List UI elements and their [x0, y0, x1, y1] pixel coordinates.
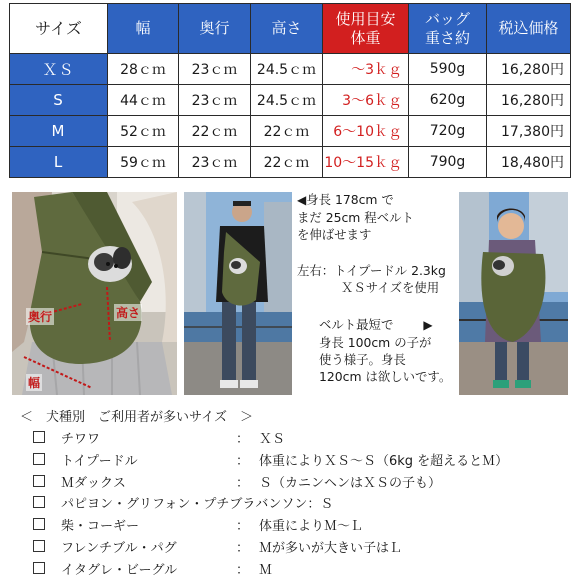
- breed-colon: ：: [236, 519, 250, 535]
- right-triangle-icon: ▶: [423, 318, 433, 332]
- row-bag: 790g: [409, 147, 487, 178]
- header-bag: [409, 4, 487, 54]
- child-photo: [459, 192, 568, 395]
- row-price: 17,380円: [487, 116, 571, 147]
- child-caption-line1: ベルト最短で: [319, 317, 394, 332]
- dog-caption-line1: 左右：トイプードル 2.3kg: [297, 263, 446, 278]
- row-weight: 3〜6ｋｇ: [323, 85, 409, 116]
- checkbox-icon: [33, 540, 45, 552]
- left-triangle-icon: ◀: [297, 193, 307, 207]
- dog-caption: [297, 262, 446, 296]
- table-row: [10, 54, 571, 85]
- row-weight: 〜3ｋｇ: [323, 54, 409, 85]
- header-weight-line1: 使用目安: [335, 9, 396, 28]
- size-table: [9, 3, 571, 178]
- checkbox-icon: [33, 475, 45, 487]
- breed-size: Ｍ: [259, 562, 273, 578]
- row-weight: 6〜10ｋｇ: [323, 116, 409, 147]
- row-height: 22ｃｍ: [251, 116, 323, 147]
- checkbox-icon: [33, 562, 45, 574]
- row-size: ＸＳ: [10, 54, 108, 85]
- child-caption-line4: 120cm は欲しいです。: [319, 369, 452, 384]
- list-item: [33, 428, 573, 450]
- adult-illustration: [184, 192, 292, 395]
- table-header-row: [10, 4, 571, 54]
- bag-closeup-illustration: [12, 192, 177, 395]
- header-depth: 奥行: [179, 4, 251, 54]
- list-item: [33, 493, 573, 515]
- depth-label: 奥行: [28, 310, 53, 324]
- row-width: 28ｃｍ: [108, 54, 179, 85]
- row-width: 44ｃｍ: [108, 85, 179, 116]
- breed-colon: ：: [236, 475, 250, 491]
- bag-closeup-photo: [12, 192, 177, 395]
- breed-colon: ：: [236, 562, 250, 578]
- breed-name: トイプードル: [61, 453, 138, 469]
- breed-list-heading: ＜ 犬種別 ご利用者が多いサイズ ＞: [20, 410, 253, 425]
- header-height: 高さ: [251, 4, 323, 54]
- row-bag: 590g: [409, 54, 487, 85]
- breed-colon: ：: [236, 453, 250, 469]
- breed-size: Ｍが多いが大きい子はＬ: [259, 540, 403, 556]
- row-height: 24.5ｃｍ: [251, 85, 323, 116]
- table-row: [10, 85, 571, 116]
- checkbox-icon: [33, 431, 45, 443]
- header-bag-line2: 重さ約: [424, 28, 470, 47]
- row-height: 22ｃｍ: [251, 147, 323, 178]
- child-illustration: [459, 192, 568, 395]
- checkbox-icon: [33, 453, 45, 465]
- breed-name: パピヨン・グリフォン・プチブラバンソン：Ｓ: [61, 497, 334, 513]
- row-height: 24.5ｃｍ: [251, 54, 323, 85]
- header-weight: [323, 4, 409, 54]
- row-size: S: [10, 85, 108, 116]
- width-label: 幅: [28, 376, 41, 390]
- table-row: [10, 116, 571, 147]
- header-price: 税込価格: [487, 4, 571, 54]
- row-width: 52ｃｍ: [108, 116, 179, 147]
- checkbox-icon: [33, 518, 45, 530]
- breed-name: フレンチブル・パグ: [61, 540, 177, 556]
- breed-name: Ｍダックス: [61, 475, 126, 491]
- breed-colon: ：: [236, 432, 250, 447]
- row-size: L: [10, 147, 108, 178]
- row-depth: 23ｃｍ: [179, 147, 251, 178]
- breed-name: イタグレ・ビーグル: [61, 562, 178, 578]
- dog-caption-line2: ＸＳサイズを使用: [341, 280, 440, 295]
- list-item: [33, 450, 573, 472]
- row-size: M: [10, 116, 108, 147]
- breed-size: 体重によりＸＳ〜Ｓ（6kg を超えるとＭ）: [259, 453, 509, 469]
- breed-list: [33, 428, 573, 581]
- row-bag: 720g: [409, 116, 487, 147]
- breed-colon: ：: [236, 540, 250, 556]
- list-item: [33, 537, 573, 559]
- adult-photo: [184, 192, 292, 395]
- row-weight: 10〜15ｋｇ: [323, 147, 409, 178]
- child-caption-line2: 身長 100cm の子が: [319, 335, 432, 350]
- adult-caption-line2: まだ 25cm 程ベルト: [297, 210, 414, 225]
- breed-size: ＸＳ: [259, 432, 286, 447]
- adult-caption-line3: を伸ばせます: [297, 227, 372, 242]
- adult-caption-line1: 身長 178cm で: [306, 192, 394, 207]
- breed-name: 柴・コーギー: [61, 519, 140, 535]
- row-depth: 23ｃｍ: [179, 54, 251, 85]
- breed-name: チワワ: [61, 432, 101, 447]
- row-depth: 22ｃｍ: [179, 116, 251, 147]
- height-label: 高さ: [116, 306, 141, 320]
- list-item: [33, 472, 573, 494]
- checkbox-icon: [33, 496, 45, 508]
- row-bag: 620g: [409, 85, 487, 116]
- row-price: 16,280円: [487, 54, 571, 85]
- list-item: [33, 559, 573, 581]
- table-row: [10, 147, 571, 178]
- row-price: 16,280円: [487, 85, 571, 116]
- row-price: 18,480円: [487, 147, 571, 178]
- breed-size: Ｓ（カニンヘンはＸＳの子も）: [259, 475, 442, 491]
- child-caption: [319, 316, 451, 385]
- list-item: [33, 515, 573, 537]
- adult-caption: [297, 191, 414, 243]
- header-weight-line2: 体重: [350, 28, 381, 47]
- breed-size: 体重によりＭ〜Ｌ: [259, 519, 364, 535]
- header-bag-line1: バッグ: [424, 9, 470, 28]
- header-width: 幅: [108, 4, 179, 54]
- child-caption-line3: 使う様子。身長: [319, 352, 406, 367]
- row-width: 59ｃｍ: [108, 147, 179, 178]
- header-size: サイズ: [10, 4, 108, 54]
- row-depth: 23ｃｍ: [179, 85, 251, 116]
